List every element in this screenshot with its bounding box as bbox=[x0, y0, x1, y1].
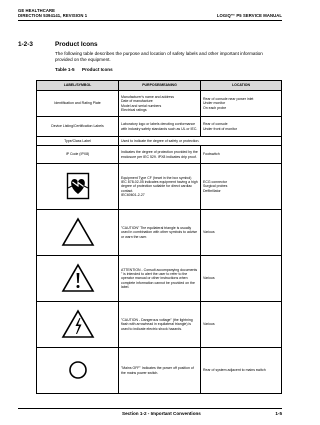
row-purpose bbox=[119, 210, 201, 256]
location-line: Rear of system adjacent to mains switch bbox=[203, 368, 266, 373]
row-symbol bbox=[37, 210, 119, 256]
row-location bbox=[201, 117, 282, 137]
row-purpose bbox=[119, 91, 201, 117]
footer-rule bbox=[18, 408, 282, 409]
row-purpose bbox=[119, 302, 201, 348]
column-header-label-symbol: LABEL/SYMBOL bbox=[37, 81, 119, 91]
attention-exclamation-icon bbox=[61, 263, 95, 293]
table-row bbox=[37, 146, 282, 164]
row-location bbox=[201, 256, 282, 302]
location-line: Defibrillator bbox=[203, 188, 221, 193]
row-location bbox=[201, 91, 282, 117]
row-label: Identification and Rating Plate bbox=[37, 91, 119, 117]
row-label: Device Listing/Certification Labels bbox=[37, 117, 119, 137]
row-location bbox=[201, 164, 282, 210]
purpose-line: Electrical ratings bbox=[121, 107, 147, 112]
purpose-line: Date of manufacture bbox=[121, 99, 153, 104]
mains-off-icon bbox=[67, 359, 89, 381]
section-heading bbox=[18, 41, 98, 48]
section-number: 1-2-3 bbox=[18, 41, 33, 48]
purpose-line: Indicates the degree of protection provided by the enclosure per IEC 529. IPX8 indicates drip proof. bbox=[121, 150, 198, 159]
purpose-line: IEC60601-2-27 bbox=[121, 192, 145, 197]
purpose-line: "CAUTION - Dangerous voltage" (the lightning flash with arrowhead in equilateral triangle) is used to indicate electric shock hazards. bbox=[121, 318, 193, 331]
page-header bbox=[18, 8, 282, 28]
location-line: Under monitor bbox=[203, 101, 226, 106]
section-intro: The following table describes the purpose and location of safety labels and other important information provided on the equipment. bbox=[55, 51, 263, 62]
row-purpose bbox=[119, 256, 201, 302]
location-line: Footswitch bbox=[203, 152, 220, 157]
row-symbol bbox=[37, 256, 119, 302]
location-line: On each probe bbox=[203, 105, 227, 110]
row-purpose bbox=[119, 146, 201, 164]
row-location bbox=[201, 302, 282, 348]
row-label: Type/Class Label bbox=[37, 137, 119, 146]
row-location bbox=[201, 210, 282, 256]
row-location bbox=[201, 348, 282, 394]
row-purpose bbox=[119, 164, 201, 210]
header-left bbox=[18, 8, 87, 19]
header-company: GE HEALTHCARE bbox=[18, 8, 56, 13]
section-title: Product Icons bbox=[55, 41, 98, 48]
purpose-line: "Mains OFF" Indicates the power off position of the mains power switch. bbox=[121, 366, 194, 375]
location-line: Various bbox=[203, 322, 215, 327]
header-rule bbox=[18, 20, 282, 21]
header-manual: LOGIQ™ P5 SERVICE MANUAL bbox=[216, 13, 282, 19]
table-row bbox=[37, 137, 282, 146]
table-row bbox=[37, 348, 282, 394]
location-line: Various bbox=[203, 276, 215, 281]
location-line: Surgical probes bbox=[203, 184, 228, 189]
location-line: ECG connector bbox=[203, 180, 227, 185]
purpose-line: Laboratory logo or labels denoting conformance with industry safety standards such as UL or IEC. bbox=[121, 122, 198, 131]
row-location bbox=[201, 146, 282, 164]
table-header-row bbox=[37, 81, 282, 91]
table-caption-title: Product Icons bbox=[82, 67, 113, 72]
footer-title: Section 1-2 - Important Conventions bbox=[122, 410, 201, 416]
header-direction: DIRECTION 5394141, REVISION 1 bbox=[18, 13, 88, 19]
table-row bbox=[37, 210, 282, 256]
table-caption-number: Table 1-5 bbox=[55, 67, 75, 72]
table-caption bbox=[55, 67, 113, 72]
row-purpose bbox=[119, 117, 201, 137]
table-row bbox=[37, 302, 282, 348]
caution-triangle-icon bbox=[61, 217, 95, 247]
purpose-line: ATTENTION - Consult accompanying documents " is intended to alert the user to refer to the operator manual or other instructions when complete information cannot be provided on the label. bbox=[121, 267, 198, 289]
purpose-line: Equipment Type CF (heart in the box symbol) IEC 878-02-05 indicates equipment having a high degree of protection suitable for direct cardiac contact. bbox=[121, 175, 198, 193]
row-purpose bbox=[119, 348, 201, 394]
purpose-line: "CAUTION" The equilateral triangle is usually used in combination with other symbols to advise or warn the user. bbox=[121, 226, 198, 239]
column-header-purpose: PURPOSE/MEANING bbox=[119, 81, 201, 91]
dangerous-voltage-icon bbox=[61, 309, 95, 339]
table-row bbox=[37, 117, 282, 137]
row-purpose bbox=[119, 137, 282, 146]
table-row bbox=[37, 164, 282, 210]
row-symbol bbox=[37, 348, 119, 394]
table-row bbox=[37, 256, 282, 302]
row-symbol bbox=[37, 164, 119, 210]
purpose-line: Manufacturer's name and address bbox=[121, 95, 175, 100]
location-line: Various bbox=[203, 230, 215, 235]
row-symbol bbox=[37, 302, 119, 348]
page-number: 1-5 bbox=[275, 410, 282, 416]
column-header-location: LOCATION bbox=[201, 81, 282, 91]
purpose-line: Model and serial numbers bbox=[121, 103, 162, 108]
location-line: Under front of monitor bbox=[203, 126, 238, 131]
location-line: Rear of console bbox=[203, 122, 228, 127]
product-icons-table bbox=[36, 80, 282, 394]
location-line: Rear of console near power inlet bbox=[203, 97, 254, 102]
type-cf-defibrillation-proof-icon bbox=[66, 172, 90, 200]
row-label: IP Code (IPX8) bbox=[37, 146, 119, 164]
purpose-line: Used to indicate the degree of safety or protection. bbox=[121, 138, 200, 143]
table-row bbox=[37, 91, 282, 117]
